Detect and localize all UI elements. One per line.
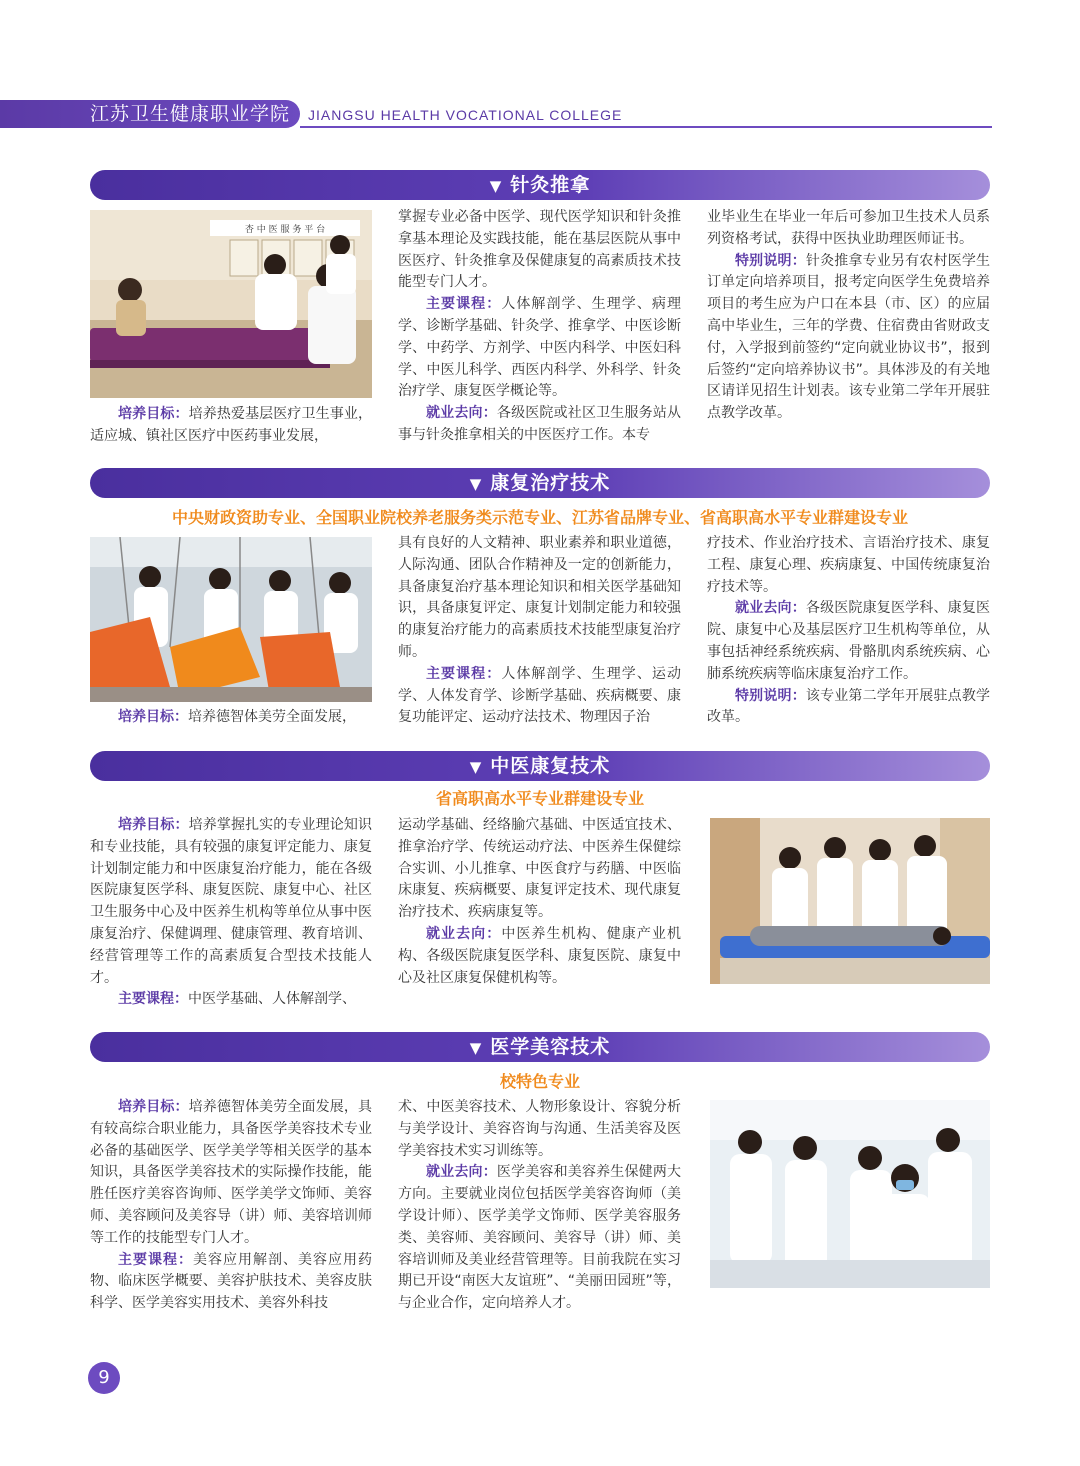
- header-rule: [300, 126, 992, 128]
- paragraph: [707, 598, 990, 685]
- triangle-down-icon: ▼: [469, 758, 483, 776]
- photo-sign-text: 杏 中 医 服 务 平 台: [244, 225, 326, 235]
- field-text: 术、中医美容技术、人物形象设计、容貌分析与美学设计、美容咨询与沟通、生活美容及医学美容技术实习训练等。: [398, 1099, 681, 1159]
- field-label: 主要课程：: [426, 296, 502, 313]
- photo-tcm-massage: [710, 818, 990, 984]
- field-label: 培养目标：: [118, 1099, 189, 1115]
- field-text: 针灸推拿专业另有农村医学生订单定向培养项目，报考定向医学生免费培养项目的考生应为户口在本县（市、区）的应届高中毕业生，三年的学费、住宿费由省财政支付，入学报到前签约“定向就业协议书”，报到后签约“定向培养协议书”。具体涉及的有关地区请详见招生计划表。该专业第二学年开展驻点教学改革。: [707, 252, 991, 422]
- triangle-down-icon: ▼: [469, 1039, 483, 1057]
- field-label: 就业去向：: [426, 1164, 497, 1181]
- field-text: 人体解剖学、生理学、运动学、人体发育学、诊断学基础、疾病概要、康复功能评定、运动疗法技术、物理因子治: [398, 665, 681, 726]
- section-title: 康复治疗技术: [490, 472, 611, 494]
- paragraph: [90, 404, 372, 448]
- field-text: 中医学基础、人体解剖学、: [188, 991, 356, 1008]
- field-label: 主要课程：: [118, 991, 188, 1008]
- page-number: 9: [88, 1362, 120, 1394]
- field-text: 各级医院康复医学科、康复医院、康复中心及基层医疗卫生机构等单位，从事包括神经系统疾病、骨骼肌肉系统疾病、心肺系统疾病等临床康复治疗工作。: [707, 600, 991, 682]
- rehab-col-2: [398, 533, 681, 729]
- field-label: 特别说明：: [735, 252, 806, 269]
- section-bar-medical-beauty: [90, 1032, 990, 1062]
- paragraph: [398, 207, 681, 294]
- rehab-col-1: [90, 707, 372, 729]
- paragraph: [398, 533, 681, 664]
- paragraph: [90, 1097, 372, 1250]
- field-text: 业毕业生在毕业一年后可参加卫生技术人员系列资格考试，获得中医执业助理医师证书。: [707, 209, 990, 247]
- acupuncture-col-2: [398, 207, 681, 447]
- field-label: 培养目标：: [118, 406, 189, 422]
- section-bar-rehab-therapy: [90, 468, 990, 498]
- beauty-col-1: [90, 1097, 372, 1315]
- section-bar-tcm-rehab: [90, 751, 990, 781]
- paragraph: [707, 686, 990, 730]
- field-text: 培养掌握扎实的专业理论知识和专业技能，具有较强的康复评定能力、康复计划制定能力和中医康复治疗能力，能在各级医院康复医学科、康复医院、康复中心、社区卫生服务中心及中医养生机构等单位从事中医康复治疗、保健调理、健康管理、教育培训、经营管理等工作的高素质复合型技术技能人才。: [90, 817, 373, 986]
- field-label: 主要课程：: [118, 1251, 193, 1268]
- section-bar-acupuncture: [90, 170, 990, 200]
- paragraph: [398, 294, 681, 403]
- paragraph: [90, 815, 372, 989]
- paragraph: [398, 1162, 681, 1315]
- field-text: 中医养生机构、健康产业机构、各级医院康复医学科、康复医院、康复中心及社区康复保健机构等。: [398, 925, 681, 986]
- field-label: 培养目标：: [118, 817, 189, 833]
- photo-beauty-class: [710, 1100, 990, 1288]
- paragraph: [398, 924, 681, 989]
- field-text: 人体解剖学、生理学、病理学、诊断学基础、针灸学、推拿学、中医诊断学、中药学、方剂学、中医内科学、中医妇科学、中医儿科学、西医内科学、外科学、针灸治疗学、康复医学概论等。: [398, 296, 681, 400]
- field-text: 培养热爱基层医疗卫生事业，适应城、镇社区医疗中医药事业发展，: [90, 406, 373, 444]
- field-text: 该专业第二学年开展驻点教学改革。: [707, 687, 991, 726]
- field-label: 就业去向：: [426, 925, 502, 942]
- paragraph: [398, 815, 681, 924]
- rehab-col-3: [707, 533, 990, 729]
- beauty-col-2: [398, 1097, 681, 1315]
- field-label: 培养目标：: [118, 709, 188, 725]
- field-text: 疗技术、作业治疗技术、言语治疗技术、康复工程、康复心理、疾病康复、中国传统康复治疗技术等。: [707, 535, 990, 595]
- acupuncture-col-3: [707, 207, 990, 425]
- field-label: 特别说明：: [735, 687, 806, 704]
- college-name-en: JIANGSU HEALTH VOCATIONAL COLLEGE: [308, 107, 623, 123]
- field-text: 美容应用解剖、美容应用药物、临床医学概要、美容护肤技术、美容皮肤科学、医学美容实用技术、美容外科技: [90, 1251, 372, 1312]
- paragraph: [707, 251, 990, 425]
- photo-acupuncture-class: [90, 210, 372, 398]
- field-text: 掌握专业必备中医学、现代医学知识和针灸推拿基本理论及实践技能，能在基层医院从事中医医疗、针灸推拿及保健康复的高素质技术技能型专门人才。: [398, 209, 681, 291]
- field-label: 就业去向：: [735, 600, 806, 617]
- field-text: 运动学基础、经络腧穴基础、中医适宜技术、推拿治疗学、传统运动疗法、中医养生保健综合实训、小儿推拿、中医食疗与药膳、中医临床康复、疾病概要、康复评定技术、现代康复治疗技术、疾病康复等。: [398, 817, 681, 921]
- paragraph: [398, 403, 681, 447]
- field-text: 医学美容和美容养生保健两大方向。主要就业岗位包括医学美容咨询师（美学设计师）、医学美学文饰师、医学美容服务类、美容师、美容顾问、美容导（讲）师、美容培训师及美业经营管理等。目前我院在实习期已开设“南医大友谊班”、“美丽田园班”等，与企业合作，定向培养人才。: [398, 1164, 682, 1312]
- section-tag: 中央财政资助专业、全国职业院校养老服务类示范专业、江苏省品牌专业、省高职高水平专业群建设专业: [171, 508, 908, 527]
- section-tag: 校特色专业: [499, 1072, 580, 1091]
- field-text: 各级医院或社区卫生服务站从事与针灸推拿相关的中医医疗工作。本专: [398, 405, 682, 443]
- triangle-down-icon: ▼: [469, 475, 483, 493]
- acupuncture-col-1: [90, 404, 372, 448]
- tcm-rehab-col-1: [90, 815, 372, 1011]
- field-text: 具有良好的人文精神、职业素养和职业道德，人际沟通、团队合作精神及一定的创新能力，具备康复治疗基本理论知识和相关医学基础知识，具备康复评定、康复计划制定能力和较强的康复治疗能力的高素质技术技能型康复治疗师。: [398, 535, 681, 660]
- field-label: 主要课程：: [426, 665, 502, 682]
- tcm-rehab-col-2: [398, 815, 681, 989]
- section-title: 医学美容技术: [490, 1036, 611, 1058]
- paragraph: [707, 207, 990, 251]
- paragraph: [398, 1097, 681, 1162]
- paragraph: [90, 989, 372, 1011]
- field-label: 就业去向：: [426, 405, 497, 422]
- college-name: 江苏卫生健康职业学院: [90, 103, 291, 125]
- photo-rehab-slings: [90, 537, 372, 702]
- paragraph: [90, 707, 372, 729]
- paragraph: [90, 1250, 372, 1315]
- page-header: [0, 100, 1080, 130]
- field-text: 培养德智体美劳全面发展，具有较高综合职业能力，具备医学美容技术专业必备的基础医学、医学美学等相关医学的基本知识，具备医学美容技术的实际操作技能，能胜任医疗美容咨询师、医学美学文饰师、美容师、美容顾问及美容导（讲）师、美容培训师等工作的技能型专门人才。: [90, 1099, 373, 1246]
- section-title: 针灸推拿: [510, 174, 591, 196]
- triangle-down-icon: ▼: [489, 177, 503, 195]
- paragraph: [707, 533, 990, 598]
- paragraph: [398, 664, 681, 729]
- section-title: 中医康复技术: [490, 755, 611, 777]
- field-text: 培养德智体美劳全面发展，: [188, 709, 356, 725]
- section-tag: 省高职高水平专业群建设专业: [435, 789, 644, 808]
